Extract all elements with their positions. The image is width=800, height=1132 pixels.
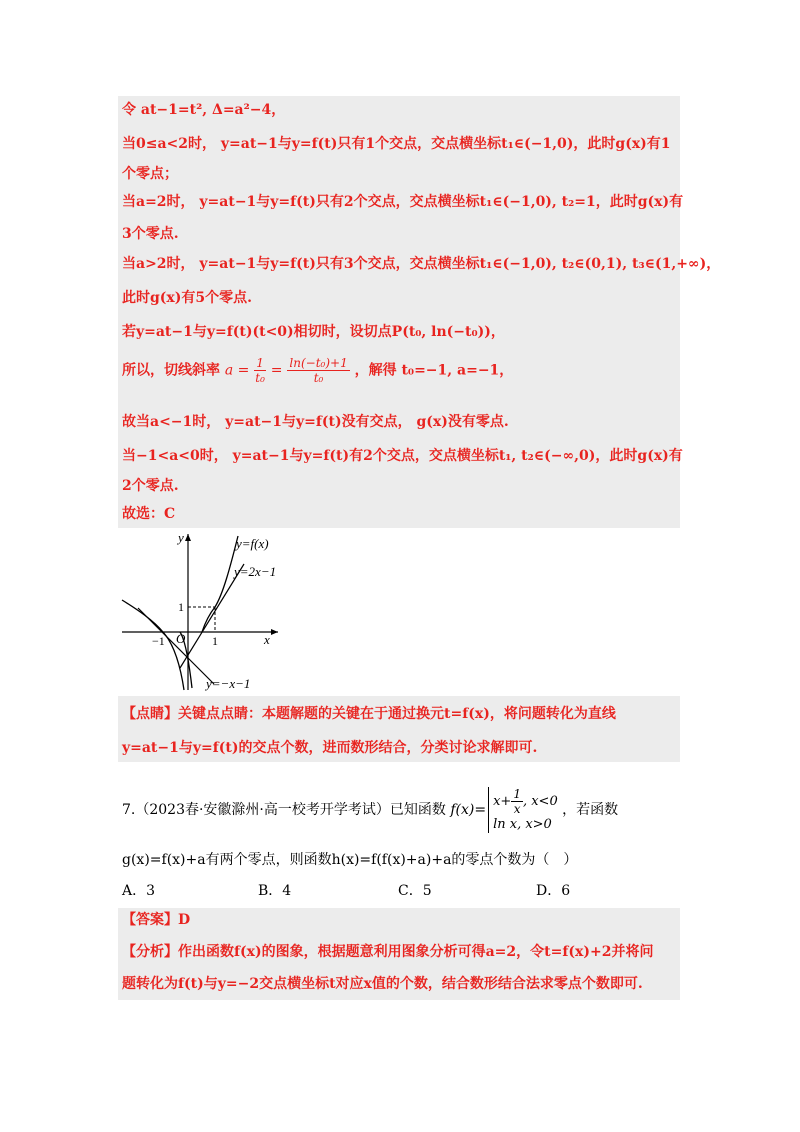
label-line2: y=−x−1 bbox=[206, 676, 251, 691]
solution-line-6: 当a>2时， y=at−1与y=f(t)只有3个交点，交点横坐标t₁∈(−1,0), t₂∈(0,1), t₃∈(1,+∞)， bbox=[122, 256, 721, 272]
solution-line-1: 令 at−1=t², Δ=a²−4， bbox=[122, 102, 286, 118]
solution-line-10: 故当a<−1时， y=at−1与y=f(t)没有交点， g(x)没有零点. bbox=[122, 414, 509, 430]
solution-line-7: 此时g(x)有5个零点. bbox=[122, 290, 252, 306]
q7-line-2: g(x)=f(x)+a有两个零点，则函数h(x)=f(f(x)+a)+a的零点个数为（ ） bbox=[122, 852, 578, 868]
answer-line-2: 【分析】作出函数f(x)的图象，根据题意利用图象分析可得a=2，令t=f(x)+2并将问 bbox=[122, 944, 654, 960]
dianjing-line-1: 【点睛】关键点点睛：本题解题的关键在于通过换元t=f(x)，将问题转化为直线 bbox=[122, 706, 616, 722]
dianjing-line-2: y=at−1与y=f(t)的交点个数，进而数形结合，分类讨论求解即可. bbox=[122, 740, 538, 756]
solution-line-3: 个零点； bbox=[122, 166, 178, 182]
solution-line-8: 若y=at−1与y=f(t)(t<0)相切时，设切点P(t₀, ln(−t₀))， bbox=[122, 324, 505, 340]
solution-line-2: 当0≤a<2时， y=at−1与y=f(t)只有1个交点，交点横坐标t₁∈(−1,0)，此时g(x)有1 bbox=[122, 136, 671, 152]
label-fx: y=f(x) bbox=[236, 536, 269, 551]
option-c[interactable]: C．5 bbox=[398, 883, 432, 899]
answer-line-1: 【答案】D bbox=[122, 912, 191, 928]
tick-1y: 1 bbox=[178, 600, 184, 614]
axis-y-label: y bbox=[178, 530, 184, 545]
solution-line-4: 当a=2时， y=at−1与y=f(t)只有2个交点，交点横坐标t₁∈(−1,0), t₂=1，此时g(x)有 bbox=[122, 194, 684, 210]
solution-line-5: 3个零点. bbox=[122, 226, 179, 242]
q7-stem: 7.（2023春·安徽滁州·高一校考开学考试）已知函数 f(x)= x+ $\frac{1}{x}$, x<0 ln x, x>0 ，若函数 bbox=[122, 787, 619, 832]
solution-line-11: 当−1<a<0时， y=at−1与y=f(t)有2个交点，交点横坐标t₁, t₂∈(−∞,0)，此时g(x)有 bbox=[122, 448, 683, 464]
function-graph bbox=[118, 528, 284, 694]
answer-line-3: 题转化为f(t)与y=−2交点横坐标t对应x值的个数，结合数形结合法求零点个数即可. bbox=[122, 976, 643, 992]
option-d[interactable]: D．6 bbox=[536, 883, 571, 899]
option-b[interactable]: B．4 bbox=[258, 883, 292, 899]
label-line1: y=2x−1 bbox=[234, 564, 277, 579]
solution-line-9: 所以，切线斜率 a = $\frac{1}{\text{t₀}}$ = $\frac{\text{ln(−t₀)+1}}{\text{t₀}}$ ，解得 t₀=−1, a=−1， bbox=[122, 356, 514, 385]
solution-line-12: 2个零点. bbox=[122, 478, 179, 494]
origin-label: O bbox=[176, 631, 186, 646]
tick-1x: 1 bbox=[212, 634, 218, 648]
option-a[interactable]: A．3 bbox=[122, 883, 156, 899]
tick-neg1: −1 bbox=[152, 634, 165, 648]
axis-x-label: x bbox=[264, 632, 270, 647]
solution-line-13: 故选：C bbox=[122, 506, 176, 522]
